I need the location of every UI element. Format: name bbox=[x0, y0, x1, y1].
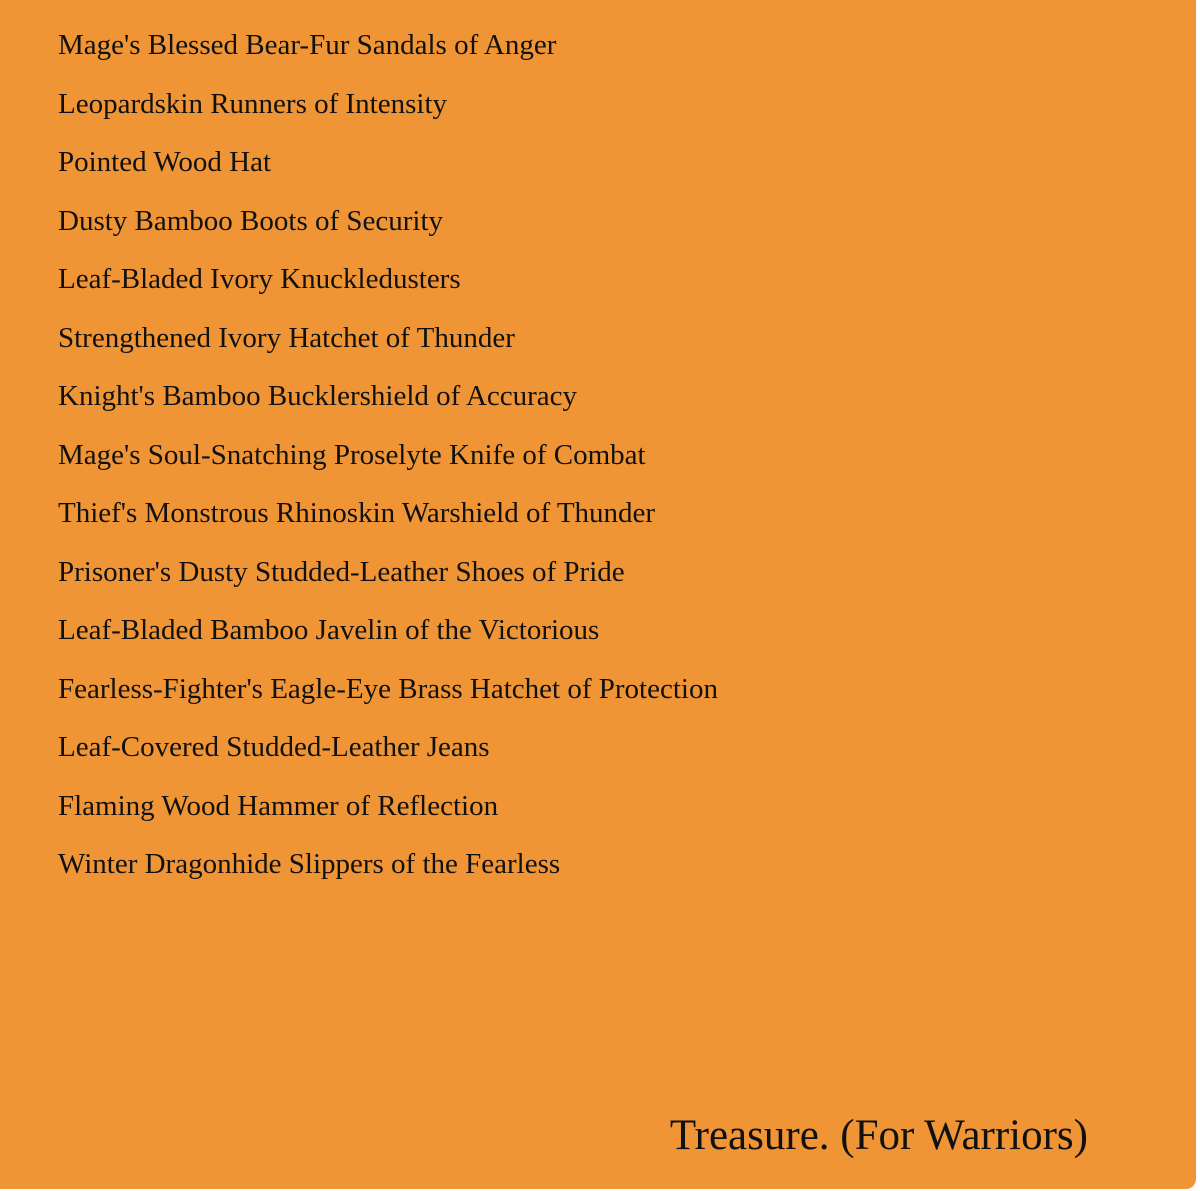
list-item: Mage's Soul-Snatching Proselyte Knife of Combat bbox=[58, 438, 646, 471]
treasure-list bbox=[58, 27, 718, 905]
list-item: Fearless-Fighter's Eagle-Eye Brass Hatchet of Protection bbox=[58, 672, 718, 705]
list-item: Pointed Wood Hat bbox=[58, 146, 272, 178]
list-item: Mage's Blessed Bear-Fur Sandals of Anger bbox=[58, 29, 557, 61]
list-item: Knight's Bamboo Bucklershield of Accuracy bbox=[58, 380, 578, 412]
list-item: Leopardskin Runners of Intensity bbox=[58, 87, 448, 120]
list-item: Leaf-Covered Studded-Leather Jeans bbox=[58, 731, 490, 763]
caption-title: Treasure. (For Warriors) bbox=[669, 1112, 1088, 1159]
list-item: Dusty Bamboo Boots of Security bbox=[58, 204, 444, 237]
list-item: Leaf-Bladed Ivory Knuckledusters bbox=[58, 263, 461, 295]
list-item: Leaf-Bladed Bamboo Javelin of the Victorious bbox=[58, 614, 600, 646]
list-item: Strengthened Ivory Hatchet of Thunder bbox=[58, 321, 515, 354]
list-item: Thief's Monstrous Rhinoskin Warshield of Thunder bbox=[58, 497, 656, 529]
list-item: Winter Dragonhide Slippers of the Fearless bbox=[58, 848, 561, 880]
list-item: Prisoner's Dusty Studded-Leather Shoes of Pride bbox=[58, 555, 625, 588]
list-item: Flaming Wood Hammer of Reflection bbox=[58, 789, 499, 822]
